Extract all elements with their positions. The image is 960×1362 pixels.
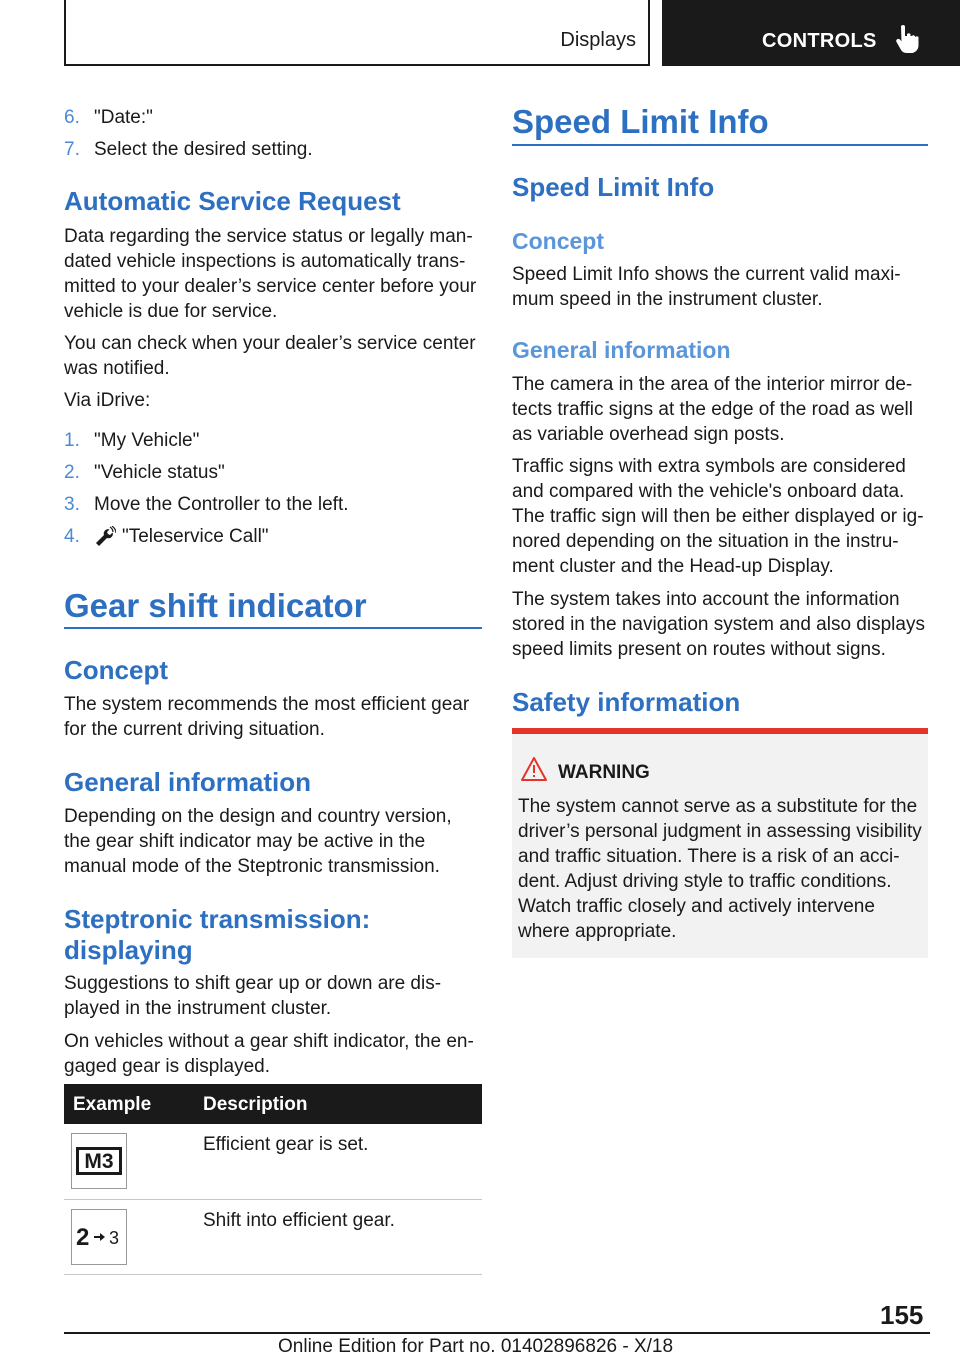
steptronic-paragraph-1: Suggestions to shift gear up or down are dis- played in the instrument cluster. xyxy=(64,973,442,1019)
arrow-right-icon xyxy=(93,1230,107,1244)
section-heading-steptronic: Steptronic transmission: displaying xyxy=(64,904,371,965)
section-heading-general: General information xyxy=(512,337,731,363)
table-cell-description: Efficient gear is set. xyxy=(203,1134,369,1155)
section-heading-asr: Automatic Service Request xyxy=(64,186,401,216)
table-row xyxy=(64,1124,482,1200)
warning-triangle-icon xyxy=(520,756,548,782)
gear-m3-symbol: M3 xyxy=(71,1133,127,1189)
section-heading-safety: Safety information xyxy=(512,687,741,717)
asr-paragraph-2: You can check when your dealer’s service center was notified. xyxy=(64,333,476,379)
section-heading-general: General information xyxy=(64,767,312,797)
chapter-title: CONTROLS xyxy=(762,30,877,52)
table-cell-description: Shift into efficient gear. xyxy=(203,1210,395,1231)
warning-text: The system cannot serve as a substitute for the driver’s personal judgment in assessing visibility and traffic situation. There is a risk of an acci- dent. Adjust driving style to traffic conditions. Watch traffic closely and actively intervene where appropriate. xyxy=(518,796,922,942)
gear-concept-paragraph: The system recommends the most efficient gear for the current driving situation. xyxy=(64,694,470,740)
gear-general-paragraph: Depending on the design and country version, the gear shift indicator may be active in the manual mode of the Steptronic transmission. xyxy=(64,806,452,877)
chapter-tab xyxy=(662,0,960,66)
warning-box xyxy=(512,728,928,958)
table-row xyxy=(64,1200,482,1275)
heading-rule xyxy=(512,144,928,146)
page-number: 155 xyxy=(880,1300,924,1330)
subheading-speed-limit: Speed Limit Info xyxy=(512,172,715,202)
section-tab xyxy=(64,0,650,66)
asr-paragraph-3: Via iDrive: xyxy=(64,390,151,411)
gear-shift-up-symbol: 2 3 xyxy=(71,1209,127,1265)
steptronic-paragraph-2: On vehicles without a gear shift indicator, the en- gaged gear is displayed. xyxy=(64,1031,474,1077)
wrench-signal-icon xyxy=(94,526,116,546)
footer-rule xyxy=(64,1332,930,1334)
page-heading-gear: Gear shift indicator xyxy=(64,587,367,624)
table-header-description: Description xyxy=(203,1094,308,1115)
heading-rule xyxy=(64,627,482,629)
page-header xyxy=(64,0,960,66)
footer-edition: Online Edition for Part no. 01402896826 - X/18 xyxy=(278,1336,674,1357)
table-header xyxy=(64,1084,482,1124)
section-heading-concept: Concept xyxy=(512,228,604,254)
section-heading-concept: Concept xyxy=(64,655,168,685)
warning-title: WARNING xyxy=(558,762,650,783)
table-header-example: Example xyxy=(73,1094,152,1115)
section-title: Displays xyxy=(560,29,636,51)
sli-general-paragraph-1: The camera in the area of the interior mirror de- tects traffic signs at the edge of the road as well as variable overhead sign posts. xyxy=(512,374,913,445)
sli-general-paragraph-2: Traffic signs with extra symbols are considered and compared with the vehicle's onboard data. The traffic sign will then be either displayed or ig- nored depending on the situation in the instru- ment cluster and the Head-up Display. xyxy=(512,456,924,577)
page-heading-speed-limit: Speed Limit Info xyxy=(512,103,769,140)
pointing-hand-icon xyxy=(894,24,920,54)
asr-paragraph-1: Data regarding the service status or legally man- dated vehicle inspections is automatically trans- mitted to your dealer’s service center before your vehicle is due for service. xyxy=(64,226,477,322)
sli-concept-paragraph: Speed Limit Info shows the current valid maxi- mum speed in the instrument cluster. xyxy=(512,264,901,310)
sli-general-paragraph-3: The system takes into account the information stored in the navigation system and also displays speed limits present on routes without signs. xyxy=(512,589,925,660)
